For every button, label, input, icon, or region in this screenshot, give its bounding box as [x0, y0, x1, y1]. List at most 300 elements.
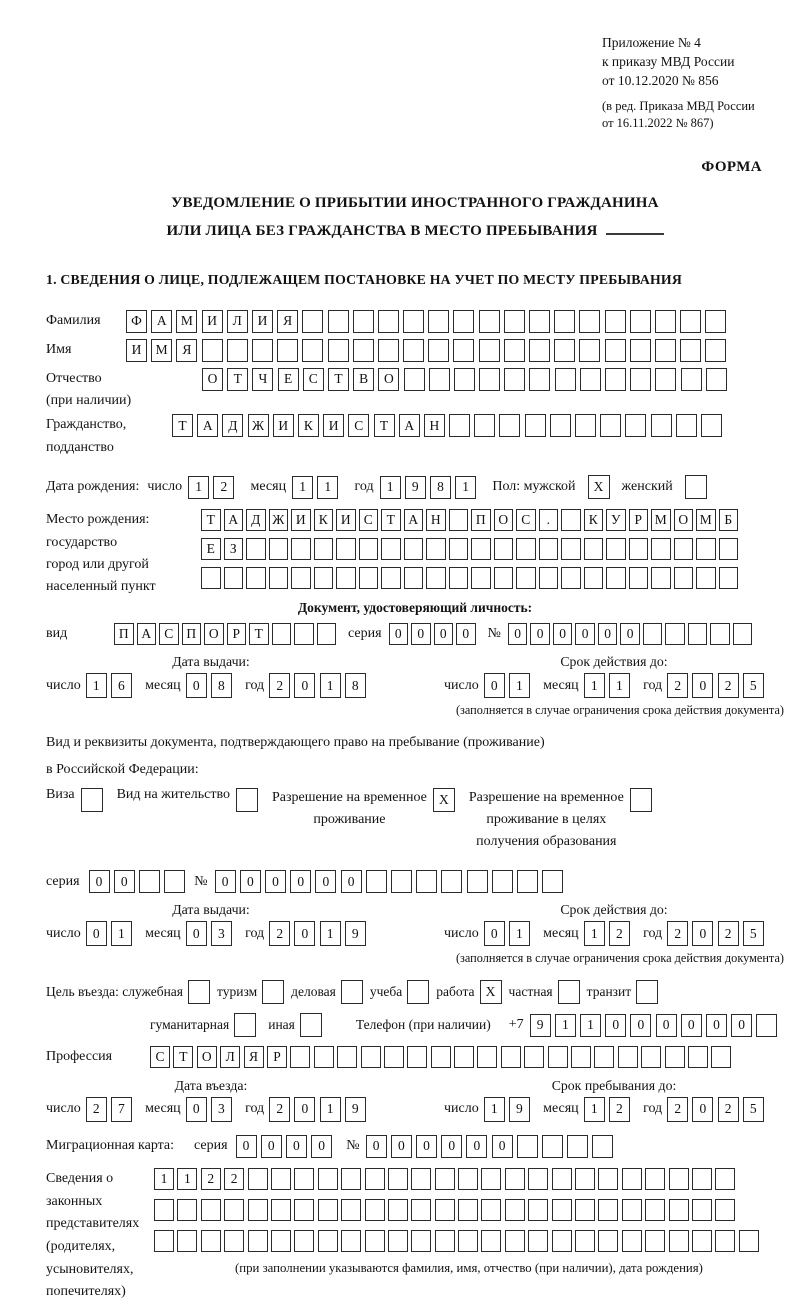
form-cell[interactable] — [271, 1168, 291, 1190]
form-cell[interactable] — [517, 1135, 538, 1158]
form-cell[interactable] — [529, 368, 550, 391]
form-cell[interactable]: Е — [278, 368, 299, 391]
form-cell[interactable] — [454, 368, 475, 391]
form-cell[interactable]: Т — [381, 509, 401, 531]
form-cell[interactable]: О — [494, 509, 514, 531]
form-cell[interactable]: 2 — [667, 673, 688, 698]
form-cell[interactable] — [575, 1168, 595, 1190]
form-cell[interactable] — [471, 538, 491, 560]
form-cell[interactable] — [291, 538, 311, 560]
form-cell[interactable] — [449, 509, 469, 531]
form-cell[interactable] — [711, 1046, 731, 1068]
form-cell[interactable]: Д — [222, 414, 243, 437]
form-cell[interactable] — [341, 1199, 361, 1221]
form-cell[interactable]: 0 — [366, 1135, 387, 1158]
purpose-business-checkbox[interactable] — [341, 980, 363, 1004]
form-cell[interactable] — [605, 310, 626, 333]
form-cell[interactable] — [529, 339, 550, 362]
form-cell[interactable] — [403, 339, 424, 362]
form-cell[interactable]: О — [674, 509, 694, 531]
form-cell[interactable] — [302, 310, 323, 333]
form-cell[interactable]: Я — [244, 1046, 264, 1068]
form-cell[interactable] — [651, 414, 672, 437]
form-cell[interactable] — [575, 414, 596, 437]
form-cell[interactable]: 8 — [345, 673, 366, 698]
form-cell[interactable] — [224, 1230, 244, 1252]
form-cell[interactable]: К — [584, 509, 604, 531]
form-cell[interactable] — [669, 1230, 689, 1252]
form-cell[interactable]: 0 — [311, 1135, 332, 1158]
form-cell[interactable] — [525, 414, 546, 437]
form-cell[interactable]: А — [224, 509, 244, 531]
form-cell[interactable] — [715, 1199, 735, 1221]
form-cell[interactable]: 2 — [609, 921, 630, 946]
form-cell[interactable] — [359, 538, 379, 560]
form-cell[interactable] — [622, 1199, 642, 1221]
form-cell[interactable] — [655, 339, 676, 362]
form-cell[interactable] — [294, 1168, 314, 1190]
form-cell[interactable] — [676, 414, 697, 437]
form-cell[interactable]: Ч — [252, 368, 273, 391]
form-cell[interactable] — [641, 1046, 661, 1068]
form-cell[interactable] — [269, 567, 289, 589]
form-cell[interactable] — [554, 310, 575, 333]
form-cell[interactable] — [575, 1199, 595, 1221]
form-cell[interactable]: 0 — [508, 623, 528, 645]
form-cell[interactable] — [630, 368, 651, 391]
form-cell[interactable] — [428, 339, 449, 362]
form-cell[interactable]: А — [404, 509, 424, 531]
form-cell[interactable] — [592, 1135, 613, 1158]
form-cell[interactable]: П — [114, 623, 134, 645]
form-cell[interactable] — [449, 567, 469, 589]
form-cell[interactable]: 5 — [743, 1097, 764, 1122]
form-cell[interactable] — [528, 1199, 548, 1221]
form-cell[interactable]: 3 — [211, 1097, 232, 1122]
form-cell[interactable] — [458, 1199, 478, 1221]
form-cell[interactable] — [517, 870, 538, 893]
visa-checkbox[interactable] — [81, 788, 103, 812]
form-cell[interactable] — [674, 567, 694, 589]
form-cell[interactable] — [481, 1230, 501, 1252]
form-cell[interactable]: 5 — [743, 673, 764, 698]
form-cell[interactable]: А — [399, 414, 420, 437]
form-cell[interactable] — [645, 1230, 665, 1252]
form-cell[interactable] — [594, 1046, 614, 1068]
form-cell[interactable] — [719, 567, 739, 589]
form-cell[interactable] — [431, 1046, 451, 1068]
form-cell[interactable] — [529, 310, 550, 333]
form-cell[interactable]: И — [336, 509, 356, 531]
form-cell[interactable] — [407, 1046, 427, 1068]
form-cell[interactable] — [277, 339, 298, 362]
form-cell[interactable]: 2 — [269, 673, 290, 698]
form-cell[interactable] — [561, 509, 581, 531]
form-cell[interactable]: 0 — [605, 1014, 626, 1037]
form-cell[interactable]: 2 — [718, 921, 739, 946]
form-cell[interactable] — [391, 870, 412, 893]
purpose-transit-checkbox[interactable] — [636, 980, 658, 1004]
form-cell[interactable]: 0 — [692, 673, 713, 698]
form-cell[interactable]: С — [303, 368, 324, 391]
form-cell[interactable] — [584, 567, 604, 589]
form-cell[interactable]: 2 — [718, 673, 739, 698]
form-cell[interactable]: Р — [629, 509, 649, 531]
form-cell[interactable] — [605, 339, 626, 362]
form-cell[interactable]: Т — [328, 368, 349, 391]
form-cell[interactable]: 0 — [240, 870, 261, 893]
form-cell[interactable]: 0 — [389, 623, 409, 645]
form-cell[interactable] — [177, 1199, 197, 1221]
form-cell[interactable]: 0 — [265, 870, 286, 893]
form-cell[interactable] — [494, 538, 514, 560]
form-cell[interactable]: Т — [173, 1046, 193, 1068]
form-cell[interactable] — [384, 1046, 404, 1068]
form-cell[interactable] — [622, 1168, 642, 1190]
form-cell[interactable]: 9 — [509, 1097, 530, 1122]
form-cell[interactable]: 1 — [555, 1014, 576, 1037]
form-cell[interactable] — [224, 1199, 244, 1221]
form-cell[interactable] — [154, 1199, 174, 1221]
form-cell[interactable] — [548, 1046, 568, 1068]
form-cell[interactable]: 1 — [292, 476, 313, 499]
form-cell[interactable] — [539, 567, 559, 589]
form-cell[interactable] — [505, 1168, 525, 1190]
form-cell[interactable] — [435, 1168, 455, 1190]
form-cell[interactable] — [516, 567, 536, 589]
form-cell[interactable]: 7 — [111, 1097, 132, 1122]
form-cell[interactable] — [651, 567, 671, 589]
form-cell[interactable]: 0 — [236, 1135, 257, 1158]
form-cell[interactable] — [453, 310, 474, 333]
form-cell[interactable]: 1 — [509, 673, 530, 698]
form-cell[interactable] — [552, 1230, 572, 1252]
form-cell[interactable] — [715, 1230, 735, 1252]
form-cell[interactable] — [579, 339, 600, 362]
form-cell[interactable] — [449, 538, 469, 560]
form-cell[interactable]: 1 — [188, 476, 209, 499]
form-cell[interactable]: 0 — [692, 921, 713, 946]
form-cell[interactable] — [302, 339, 323, 362]
form-cell[interactable] — [426, 538, 446, 560]
form-cell[interactable] — [341, 1168, 361, 1190]
form-cell[interactable] — [499, 414, 520, 437]
form-cell[interactable]: 0 — [261, 1135, 282, 1158]
form-cell[interactable] — [477, 1046, 497, 1068]
form-cell[interactable]: 8 — [211, 673, 232, 698]
form-cell[interactable] — [680, 310, 701, 333]
form-cell[interactable] — [328, 310, 349, 333]
form-cell[interactable] — [361, 1046, 381, 1068]
form-cell[interactable] — [625, 414, 646, 437]
form-cell[interactable] — [291, 567, 311, 589]
form-cell[interactable] — [435, 1199, 455, 1221]
form-cell[interactable]: 1 — [584, 673, 605, 698]
form-cell[interactable] — [555, 368, 576, 391]
form-cell[interactable] — [411, 1168, 431, 1190]
form-cell[interactable] — [201, 1199, 221, 1221]
form-cell[interactable]: 0 — [484, 673, 505, 698]
form-cell[interactable] — [481, 1168, 501, 1190]
form-cell[interactable]: М — [651, 509, 671, 531]
form-cell[interactable]: 0 — [411, 623, 431, 645]
form-cell[interactable]: К — [298, 414, 319, 437]
form-cell[interactable]: 2 — [667, 1097, 688, 1122]
form-cell[interactable] — [542, 870, 563, 893]
form-cell[interactable] — [479, 339, 500, 362]
form-cell[interactable]: М — [176, 310, 197, 333]
form-cell[interactable] — [629, 538, 649, 560]
form-cell[interactable] — [567, 1135, 588, 1158]
form-cell[interactable] — [505, 1199, 525, 1221]
form-cell[interactable] — [317, 623, 337, 645]
form-cell[interactable]: Н — [426, 509, 446, 531]
form-cell[interactable]: 0 — [656, 1014, 677, 1037]
form-cell[interactable]: Р — [227, 623, 247, 645]
form-cell[interactable] — [252, 339, 273, 362]
form-cell[interactable] — [318, 1230, 338, 1252]
form-cell[interactable]: М — [696, 509, 716, 531]
form-cell[interactable]: С — [359, 509, 379, 531]
purpose-work-checkbox[interactable]: X — [480, 980, 502, 1004]
form-cell[interactable]: 1 — [584, 921, 605, 946]
form-cell[interactable] — [669, 1199, 689, 1221]
form-cell[interactable] — [474, 414, 495, 437]
form-cell[interactable] — [290, 1046, 310, 1068]
form-cell[interactable] — [539, 538, 559, 560]
form-cell[interactable]: З — [224, 538, 244, 560]
form-cell[interactable] — [294, 1230, 314, 1252]
form-cell[interactable] — [479, 310, 500, 333]
form-cell[interactable]: 0 — [492, 1135, 513, 1158]
form-cell[interactable] — [674, 538, 694, 560]
form-cell[interactable] — [605, 368, 626, 391]
form-cell[interactable]: 0 — [89, 870, 110, 893]
form-cell[interactable] — [504, 368, 525, 391]
form-cell[interactable] — [575, 1230, 595, 1252]
form-cell[interactable]: 0 — [530, 623, 550, 645]
purpose-other-checkbox[interactable] — [300, 1013, 322, 1037]
form-cell[interactable]: М — [151, 339, 172, 362]
form-cell[interactable]: 1 — [580, 1014, 601, 1037]
form-cell[interactable] — [458, 1168, 478, 1190]
form-cell[interactable] — [688, 1046, 708, 1068]
form-cell[interactable]: 9 — [345, 1097, 366, 1122]
form-cell[interactable]: А — [137, 623, 157, 645]
form-cell[interactable] — [271, 1199, 291, 1221]
form-cell[interactable] — [294, 623, 314, 645]
form-cell[interactable] — [504, 339, 525, 362]
form-cell[interactable] — [467, 870, 488, 893]
form-cell[interactable]: 8 — [430, 476, 451, 499]
form-cell[interactable]: 9 — [345, 921, 366, 946]
form-cell[interactable]: 2 — [86, 1097, 107, 1122]
form-cell[interactable] — [680, 339, 701, 362]
form-cell[interactable]: 2 — [269, 1097, 290, 1122]
form-cell[interactable] — [458, 1230, 478, 1252]
form-cell[interactable] — [542, 1135, 563, 1158]
form-cell[interactable]: О — [204, 623, 224, 645]
form-cell[interactable]: 0 — [553, 623, 573, 645]
form-cell[interactable]: А — [151, 310, 172, 333]
form-cell[interactable]: 0 — [575, 623, 595, 645]
form-cell[interactable] — [618, 1046, 638, 1068]
form-cell[interactable] — [481, 1199, 501, 1221]
form-cell[interactable]: И — [291, 509, 311, 531]
form-cell[interactable]: 0 — [456, 623, 476, 645]
form-cell[interactable] — [630, 339, 651, 362]
form-cell[interactable] — [404, 368, 425, 391]
form-cell[interactable] — [655, 368, 676, 391]
form-cell[interactable]: 0 — [290, 870, 311, 893]
form-cell[interactable]: 1 — [609, 673, 630, 698]
edu-permit-checkbox[interactable] — [630, 788, 652, 812]
form-cell[interactable]: Ж — [248, 414, 269, 437]
form-cell[interactable] — [561, 567, 581, 589]
form-cell[interactable] — [248, 1199, 268, 1221]
form-cell[interactable] — [739, 1230, 759, 1252]
form-cell[interactable] — [705, 310, 726, 333]
form-cell[interactable] — [622, 1230, 642, 1252]
form-cell[interactable] — [719, 538, 739, 560]
form-cell[interactable] — [492, 870, 513, 893]
form-cell[interactable] — [314, 1046, 334, 1068]
form-cell[interactable]: Т — [374, 414, 395, 437]
form-cell[interactable]: Т — [249, 623, 269, 645]
form-cell[interactable]: Л — [220, 1046, 240, 1068]
form-cell[interactable]: 2 — [718, 1097, 739, 1122]
form-cell[interactable]: 2 — [609, 1097, 630, 1122]
form-cell[interactable]: 0 — [706, 1014, 727, 1037]
form-cell[interactable] — [598, 1199, 618, 1221]
form-cell[interactable]: П — [471, 509, 491, 531]
form-cell[interactable] — [454, 1046, 474, 1068]
form-cell[interactable] — [645, 1199, 665, 1221]
form-cell[interactable] — [449, 414, 470, 437]
form-cell[interactable]: Ж — [269, 509, 289, 531]
form-cell[interactable]: Л — [227, 310, 248, 333]
form-cell[interactable]: 0 — [434, 623, 454, 645]
form-cell[interactable] — [681, 368, 702, 391]
form-cell[interactable] — [378, 310, 399, 333]
form-cell[interactable]: Ф — [126, 310, 147, 333]
purpose-study-checkbox[interactable] — [407, 980, 429, 1004]
form-cell[interactable]: 1 — [317, 476, 338, 499]
form-cell[interactable] — [516, 538, 536, 560]
form-cell[interactable]: 0 — [484, 921, 505, 946]
form-cell[interactable]: 1 — [380, 476, 401, 499]
form-cell[interactable] — [435, 1230, 455, 1252]
form-cell[interactable]: П — [182, 623, 202, 645]
form-cell[interactable] — [706, 368, 727, 391]
form-cell[interactable] — [328, 339, 349, 362]
form-cell[interactable]: . — [539, 509, 559, 531]
form-cell[interactable] — [665, 1046, 685, 1068]
form-cell[interactable]: 0 — [341, 870, 362, 893]
form-cell[interactable]: Я — [277, 310, 298, 333]
form-cell[interactable]: 2 — [201, 1168, 221, 1190]
purpose-private-checkbox[interactable] — [558, 980, 580, 1004]
form-cell[interactable]: 9 — [530, 1014, 551, 1037]
form-cell[interactable]: 0 — [286, 1135, 307, 1158]
form-cell[interactable] — [201, 1230, 221, 1252]
form-cell[interactable]: 0 — [630, 1014, 651, 1037]
form-cell[interactable]: К — [314, 509, 334, 531]
form-cell[interactable] — [651, 538, 671, 560]
form-cell[interactable] — [381, 567, 401, 589]
form-cell[interactable] — [341, 1230, 361, 1252]
form-cell[interactable]: 1 — [86, 673, 107, 698]
form-cell[interactable] — [692, 1199, 712, 1221]
form-cell[interactable] — [655, 310, 676, 333]
form-cell[interactable]: 1 — [320, 673, 341, 698]
form-cell[interactable] — [428, 310, 449, 333]
form-cell[interactable]: 2 — [667, 921, 688, 946]
form-cell[interactable]: С — [159, 623, 179, 645]
form-cell[interactable] — [501, 1046, 521, 1068]
form-cell[interactable] — [227, 339, 248, 362]
form-cell[interactable] — [388, 1230, 408, 1252]
form-cell[interactable] — [177, 1230, 197, 1252]
form-cell[interactable] — [294, 1199, 314, 1221]
form-cell[interactable] — [378, 339, 399, 362]
form-cell[interactable]: 1 — [509, 921, 530, 946]
form-cell[interactable]: 0 — [731, 1014, 752, 1037]
form-cell[interactable] — [314, 567, 334, 589]
form-cell[interactable] — [528, 1230, 548, 1252]
form-cell[interactable]: С — [348, 414, 369, 437]
form-cell[interactable]: Я — [176, 339, 197, 362]
form-cell[interactable] — [669, 1168, 689, 1190]
form-cell[interactable]: 0 — [466, 1135, 487, 1158]
form-cell[interactable] — [715, 1168, 735, 1190]
purpose-humanitarian-checkbox[interactable] — [234, 1013, 256, 1037]
form-cell[interactable] — [416, 870, 437, 893]
form-cell[interactable]: 1 — [177, 1168, 197, 1190]
form-cell[interactable] — [366, 870, 387, 893]
form-cell[interactable]: 1 — [484, 1097, 505, 1122]
form-cell[interactable]: В — [353, 368, 374, 391]
form-cell[interactable] — [554, 339, 575, 362]
form-cell[interactable]: Б — [719, 509, 739, 531]
form-cell[interactable] — [692, 1168, 712, 1190]
form-cell[interactable]: 0 — [315, 870, 336, 893]
form-cell[interactable] — [453, 339, 474, 362]
form-cell[interactable]: Т — [201, 509, 221, 531]
form-cell[interactable] — [388, 1199, 408, 1221]
form-cell[interactable] — [665, 623, 685, 645]
form-cell[interactable]: И — [126, 339, 147, 362]
form-cell[interactable] — [571, 1046, 591, 1068]
form-cell[interactable] — [606, 567, 626, 589]
form-cell[interactable]: А — [197, 414, 218, 437]
form-cell[interactable] — [248, 1230, 268, 1252]
form-cell[interactable] — [479, 368, 500, 391]
form-cell[interactable] — [606, 538, 626, 560]
form-cell[interactable] — [269, 538, 289, 560]
form-cell[interactable]: 1 — [154, 1168, 174, 1190]
form-cell[interactable] — [643, 623, 663, 645]
form-cell[interactable] — [552, 1199, 572, 1221]
form-cell[interactable]: Т — [227, 368, 248, 391]
form-cell[interactable] — [598, 1230, 618, 1252]
form-cell[interactable] — [246, 567, 266, 589]
form-cell[interactable]: 0 — [294, 1097, 315, 1122]
form-cell[interactable]: 1 — [584, 1097, 605, 1122]
sex-male-checkbox[interactable]: X — [588, 475, 610, 499]
form-cell[interactable]: 1 — [111, 921, 132, 946]
form-cell[interactable] — [524, 1046, 544, 1068]
